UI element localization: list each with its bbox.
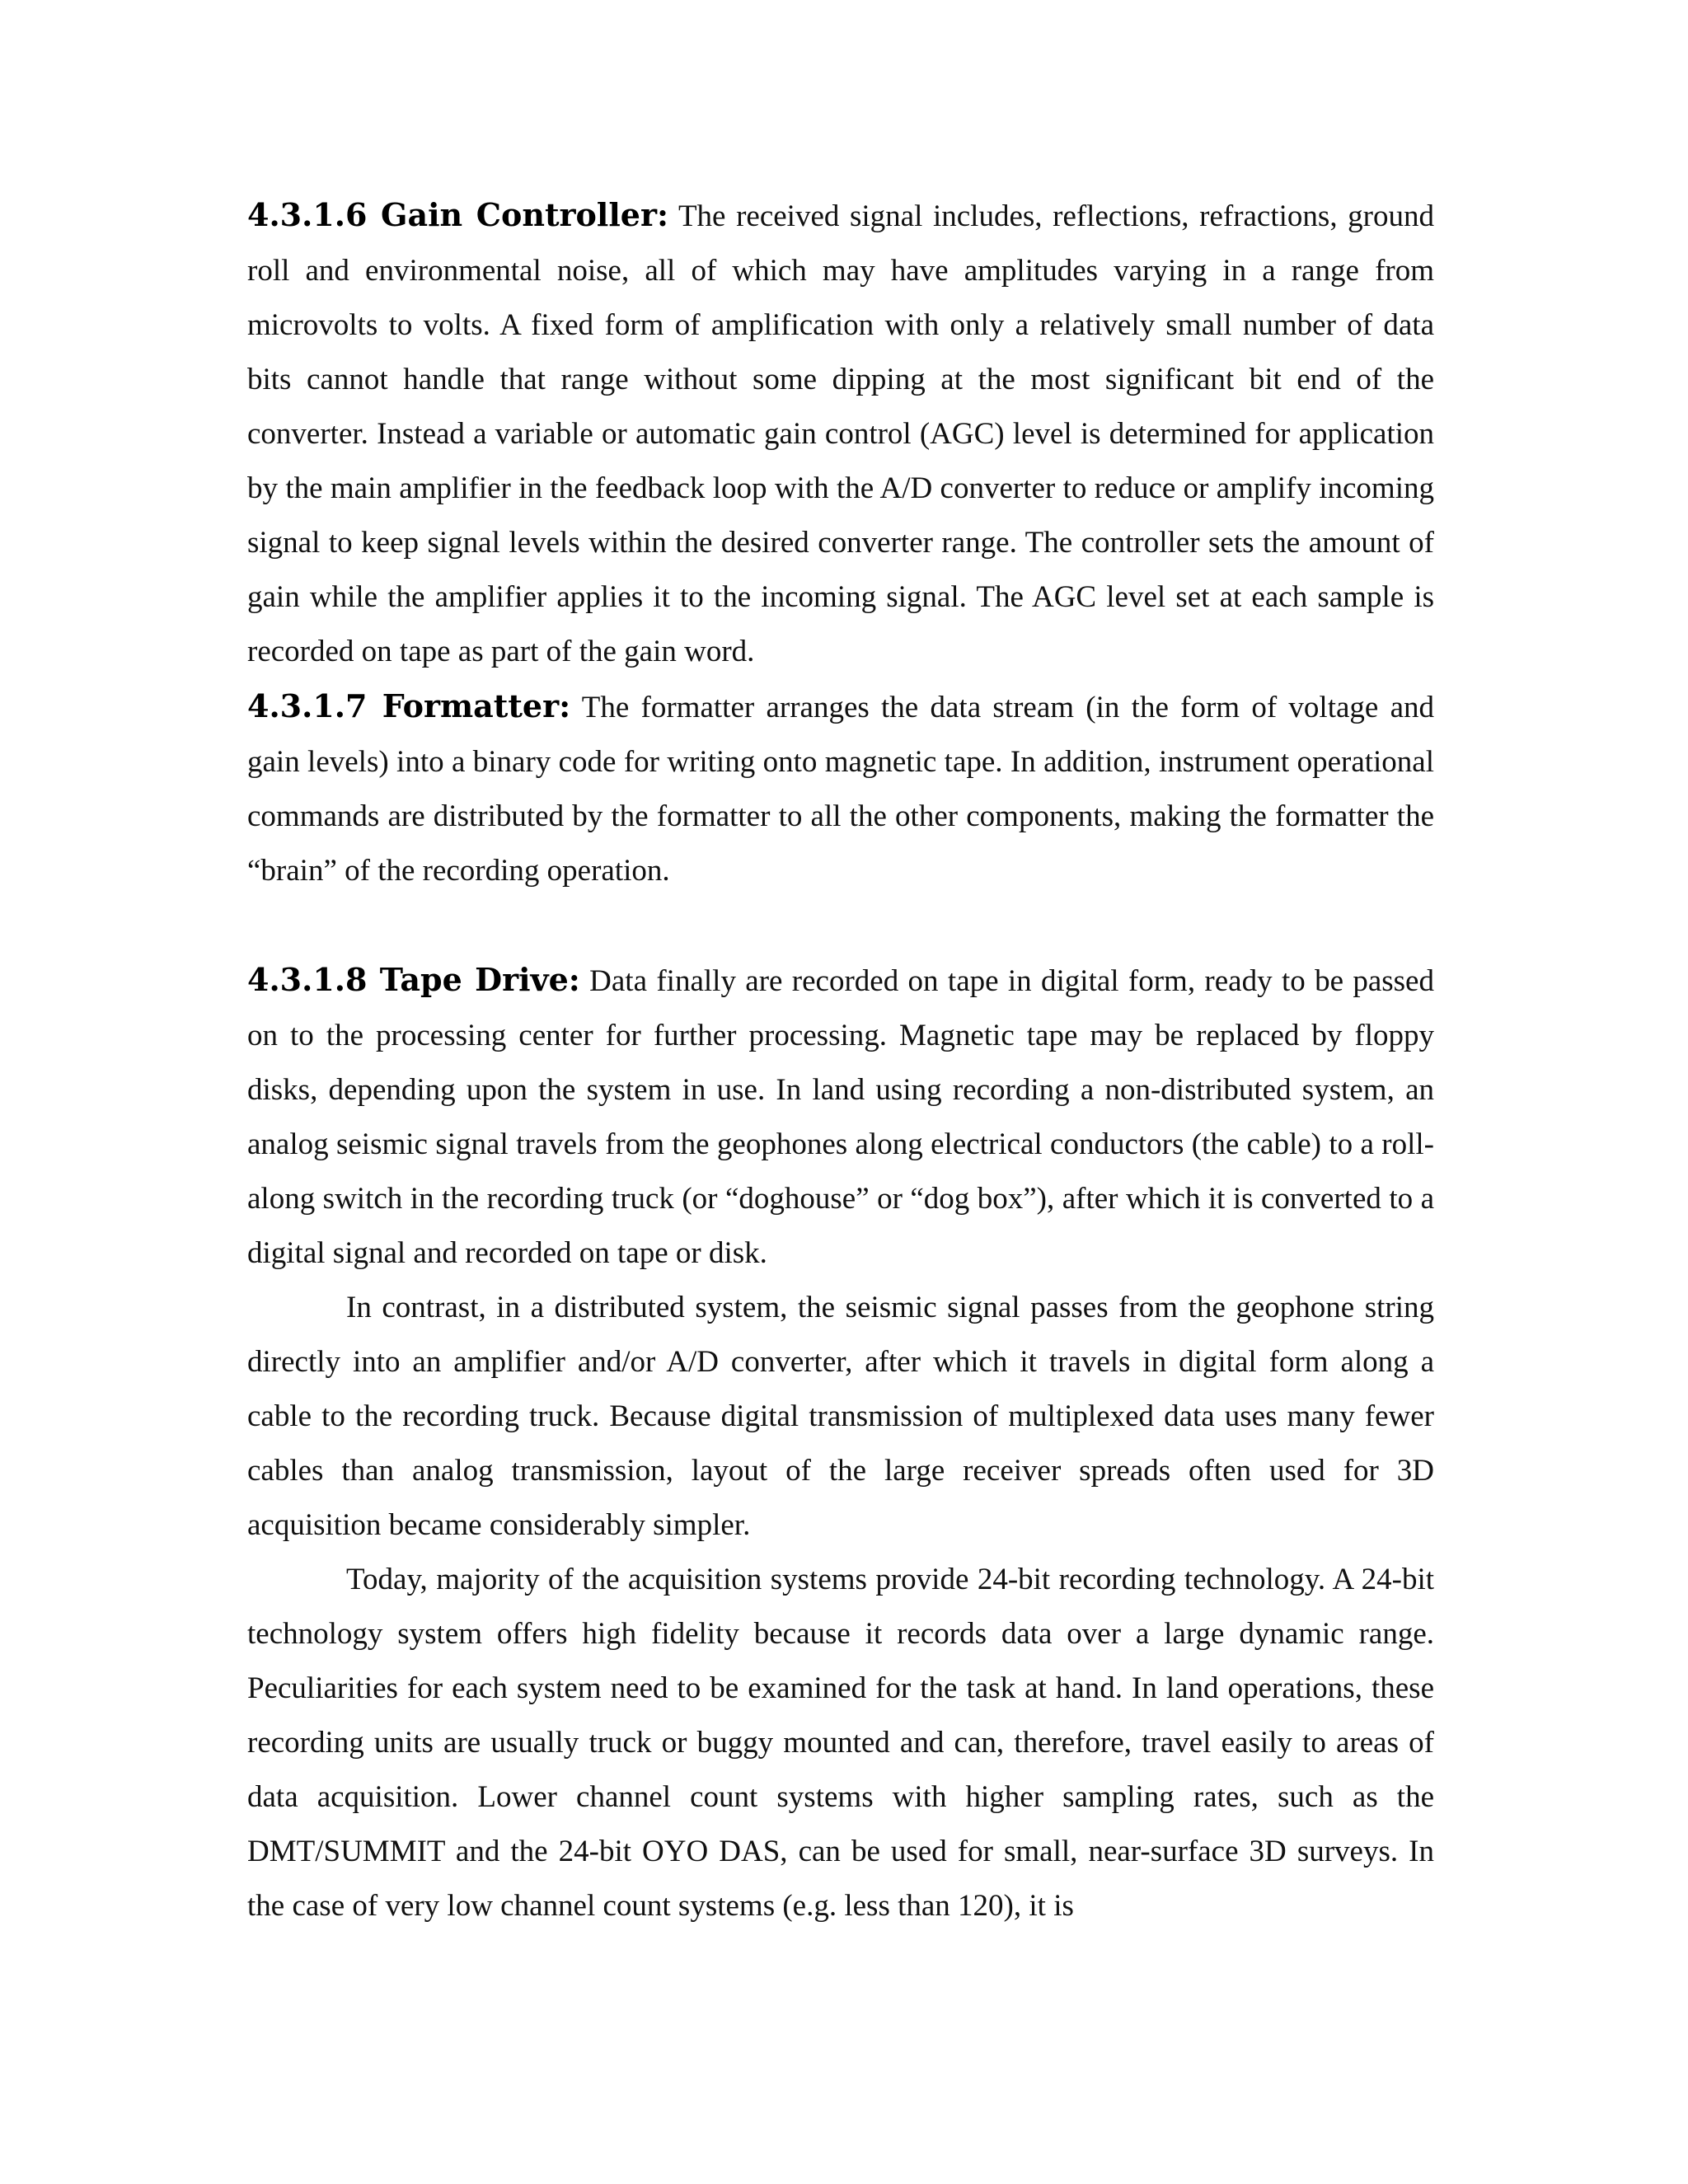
section-heading-formatter: 4.3.1.7 Formatter:	[247, 687, 571, 724]
page-body	[247, 188, 1434, 1933]
section-text-tape-drive: Data finally are recorded on tape in digital form, ready to be passed on to the processing center for further processing. Magnetic tape may be replaced by floppy disks, depending upon the system in use. In land using recording a non-distributed system, an analog seismic signal travels from the geophones along electrical conductors (the cable) to a roll-along switch in the recording truck (or “doghouse” or “dog box”), after which it is converted to a digital signal and recorded on tape or disk.	[247, 964, 1434, 1270]
section-text-gain-controller: The received signal includes, reflections, refractions, ground roll and environmental noise, all of which may have amplitudes varying in a range from microvolts to volts. A fixed form of amplification with only a relatively small number of data bits cannot handle that range without some dipping at the most significant bit end of the converter. Instead a variable or automatic gain control (AGC) level is determined for application by the main amplifier in the feedback loop with the A/D converter to reduce or amplify incoming signal to keep signal levels within the desired converter range. The controller sets the amount of gain while the amplifier applies it to the incoming signal. The AGC level set at each sample is recorded on tape as part of the gain word.	[247, 199, 1434, 668]
section-heading-gain-controller: 4.3.1.6 Gain Controller:	[247, 196, 668, 233]
paragraph-24bit-recording: Today, majority of the acquisition systems provide 24-bit recording technology. A 24-bit technology system offers high fidelity because it records data over a large dynamic range. Peculiarities for each system need to be examined for the task at hand. In land operations, these recording units are usually truck or buggy mounted and can, therefore, travel easily to areas of data acquisition. Lower channel count systems with higher sampling rates, such as the DMT/SUMMIT and the 24-bit OYO DAS, can be used for small, near-surface 3D surveys. In the case of very low channel count systems (e.g. less than 120), it is	[247, 1563, 1434, 1923]
paragraph-distributed-system: In contrast, in a distributed system, the seismic signal passes from the geophone string directly into an amplifier and/or A/D converter, after which it travels in digital form along a cable to the recording truck. Because digital transmission of multiplexed data uses many fewer cables than analog transmission, layout of the large receiver spreads often used for 3D acquisition became considerably simpler.	[247, 1291, 1434, 1542]
section-formatter	[247, 679, 1434, 898]
section-gain-controller	[247, 188, 1434, 679]
section-heading-tape-drive: 4.3.1.8 Tape Drive:	[247, 961, 580, 998]
section-tape-drive	[247, 953, 1434, 1281]
section-text-formatter: The formatter arranges the data stream (in the form of voltage and gain levels) into a binary code for writing onto magnetic tape. In addition, instrument operational commands are distributed by the formatter to all the other components, making the formatter the “brain” of the recording operation.	[247, 691, 1435, 888]
